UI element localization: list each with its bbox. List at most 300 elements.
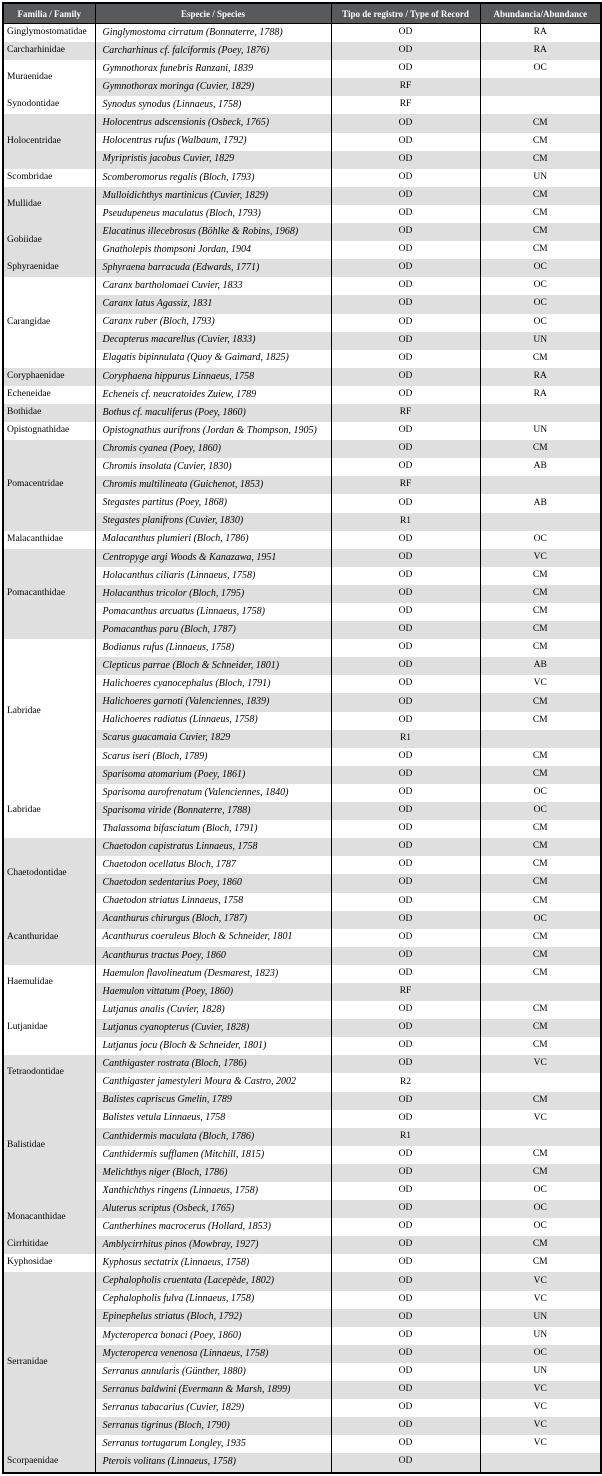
- record-type-cell: OD: [331, 1254, 480, 1272]
- species-name-cell: Halichoeres radiatus (Linnaeus, 1758): [95, 712, 331, 730]
- abundance-cell: UN: [480, 1327, 601, 1345]
- abundance-cell: VC: [480, 1381, 601, 1399]
- family-name-cell: Chaetodontidae: [3, 838, 95, 910]
- table-row: [3, 1236, 601, 1254]
- record-type-cell: R1: [331, 513, 480, 531]
- record-type-cell: OD: [331, 838, 480, 856]
- species-name-cell: Chaetodon striatus Linnaeus, 1758: [95, 893, 331, 911]
- table-row: [3, 549, 601, 567]
- family-name-cell: Gobiidae: [3, 223, 95, 259]
- abundance-cell: CM: [480, 965, 601, 983]
- record-type-cell: OD: [331, 657, 480, 675]
- abundance-cell: OC: [480, 277, 601, 295]
- record-type-cell: OD: [331, 1272, 480, 1290]
- abundance-cell: CM: [480, 223, 601, 241]
- record-type-cell: OD: [331, 1381, 480, 1399]
- species-name-cell: Amblycirrhitus pinos (Mowbray, 1927): [95, 1236, 331, 1254]
- abundance-cell: RA: [480, 386, 601, 404]
- family-name-cell: Carangidae: [3, 277, 95, 367]
- record-type-cell: OD: [331, 531, 480, 549]
- species-name-cell: Ginglymostoma cirratum (Bonnaterre, 1788): [95, 24, 331, 43]
- abundance-cell: [480, 1453, 601, 1472]
- species-name-cell: Serranus tigrinus (Bloch, 1790): [95, 1417, 331, 1435]
- species-name-cell: Cephalopholis fulva (Linnaeus, 1758): [95, 1291, 331, 1309]
- species-name-cell: Chromis cyanea (Poey, 1860): [95, 440, 331, 458]
- abundance-cell: OC: [480, 1182, 601, 1200]
- species-name-cell: Mulloidichthys martinicus (Cuvier, 1829): [95, 187, 331, 205]
- species-name-cell: Haemulon flavolineatum (Desmarest, 1823): [95, 965, 331, 983]
- species-name-cell: Holacanthus tricolor (Bloch, 1795): [95, 585, 331, 603]
- species-name-cell: Synodus synodus (Linnaeus, 1758): [95, 96, 331, 114]
- record-type-cell: OD: [331, 947, 480, 965]
- abundance-cell: VC: [480, 1291, 601, 1309]
- record-type-cell: OD: [331, 332, 480, 350]
- record-type-cell: OD: [331, 277, 480, 295]
- family-name-cell: Tetraodontidae: [3, 1055, 95, 1091]
- abundance-cell: CM: [480, 603, 601, 621]
- species-name-cell: Acanthurus coeruleus Bloch & Schneider, 1801: [95, 929, 331, 947]
- table-row: [3, 1272, 601, 1290]
- species-name-cell: Mycteroperca venenosa (Linnaeus, 1758): [95, 1345, 331, 1363]
- species-name-cell: Elacatinus illecebrosus (Böhlke & Robins, 1968): [95, 223, 331, 241]
- record-type-cell: RF: [331, 983, 480, 1001]
- record-type-cell: OD: [331, 1182, 480, 1200]
- record-type-cell: OD: [331, 1019, 480, 1037]
- family-name-cell: Coryphaenidae: [3, 368, 95, 386]
- abundance-cell: [480, 78, 601, 96]
- record-type-cell: OD: [331, 133, 480, 151]
- species-name-cell: Decapterus macarellus (Cuvier, 1833): [95, 332, 331, 350]
- abundance-cell: VC: [480, 1272, 601, 1290]
- species-name-cell: Chaetodon capistratus Linnaeus, 1758: [95, 838, 331, 856]
- record-type-cell: OD: [331, 1218, 480, 1236]
- species-name-cell: Acanthurus tractus Poey, 1860: [95, 947, 331, 965]
- abundance-cell: UN: [480, 422, 601, 440]
- record-type-cell: OD: [331, 1037, 480, 1055]
- abundance-cell: [480, 730, 601, 748]
- record-type-cell: OD: [331, 1399, 480, 1417]
- table-row: [3, 368, 601, 386]
- table-row: [3, 259, 601, 277]
- record-type-cell: OD: [331, 205, 480, 223]
- record-type-cell: OD: [331, 1146, 480, 1164]
- family-name-cell: Pomacentridae: [3, 440, 95, 530]
- table-row: [3, 60, 601, 78]
- abundance-cell: CM: [480, 585, 601, 603]
- table-header: [3, 3, 601, 24]
- abundance-cell: CM: [480, 1092, 601, 1110]
- abundance-cell: CM: [480, 114, 601, 132]
- family-name-cell: Muraenidae: [3, 60, 95, 96]
- abundance-cell: VC: [480, 1055, 601, 1073]
- species-name-cell: Holocentrus adscensionis (Osbeck, 1765): [95, 114, 331, 132]
- record-type-cell: OD: [331, 458, 480, 476]
- record-type-cell: OD: [331, 567, 480, 585]
- species-name-cell: Scarus iseri (Bloch, 1789): [95, 748, 331, 766]
- species-name-cell: Pomacanthus paru (Bloch, 1787): [95, 621, 331, 639]
- family-name-cell: Echeneidae: [3, 386, 95, 404]
- species-name-cell: Clepticus parrae (Bloch & Schneider, 1801): [95, 657, 331, 675]
- abundance-cell: VC: [480, 1110, 601, 1128]
- family-name-cell: Mullidae: [3, 187, 95, 223]
- abundance-cell: [480, 1073, 601, 1091]
- species-name-cell: Sparisoma viride (Bonnaterre, 1788): [95, 802, 331, 820]
- family-name-cell: Scombridae: [3, 169, 95, 187]
- species-name-cell: Caranx latus Agassiz, 1831: [95, 295, 331, 313]
- record-type-cell: OD: [331, 60, 480, 78]
- species-name-cell: Echeneis cf. neucratoides Zuiew, 1789: [95, 386, 331, 404]
- species-name-cell: Lutjanus cyanopterus (Cuvier, 1828): [95, 1019, 331, 1037]
- species-name-cell: Pseudupeneus maculatus (Bloch, 1793): [95, 205, 331, 223]
- record-type-cell: OD: [331, 169, 480, 187]
- species-name-cell: Canthidermis sufflamen (Mitchill, 1815): [95, 1146, 331, 1164]
- species-name-cell: Coryphaena hippurus Linnaeus, 1758: [95, 368, 331, 386]
- abundance-cell: UN: [480, 1363, 601, 1381]
- record-type-cell: OD: [331, 422, 480, 440]
- record-type-cell: RF: [331, 476, 480, 494]
- family-name-cell: Cirrhitidae: [3, 1236, 95, 1254]
- record-type-cell: OD: [331, 1291, 480, 1309]
- record-type-cell: RF: [331, 404, 480, 422]
- record-type-cell: OD: [331, 603, 480, 621]
- record-type-cell: OD: [331, 187, 480, 205]
- record-type-cell: OD: [331, 1327, 480, 1345]
- species-name-cell: Serranus tabacarius (Cuvier, 1829): [95, 1399, 331, 1417]
- record-type-cell: OD: [331, 259, 480, 277]
- table-row: [3, 911, 601, 929]
- species-name-cell: Acanthurus chirurgus (Bloch, 1787): [95, 911, 331, 929]
- record-type-cell: OD: [331, 621, 480, 639]
- abundance-cell: AB: [480, 657, 601, 675]
- table-row: [3, 277, 601, 295]
- species-name-cell: Melichthys niger (Bloch, 1786): [95, 1164, 331, 1182]
- species-name-cell: Canthidermis maculata (Bloch, 1786): [95, 1128, 331, 1146]
- record-type-cell: OD: [331, 549, 480, 567]
- record-type-cell: OD: [331, 1345, 480, 1363]
- species-name-cell: Gymnothorax funebris Ranzani, 1839: [95, 60, 331, 78]
- table-row: [3, 422, 601, 440]
- species-name-cell: Stegastes partitus (Poey, 1868): [95, 494, 331, 512]
- table-row: [3, 96, 601, 114]
- species-table-body: [3, 24, 601, 1473]
- species-name-cell: Chromis insolata (Cuvier, 1830): [95, 458, 331, 476]
- record-type-cell: OD: [331, 151, 480, 169]
- record-type-cell: OD: [331, 1164, 480, 1182]
- species-name-cell: Chromis multilineata (Guichenot, 1853): [95, 476, 331, 494]
- record-type-cell: OD: [331, 675, 480, 693]
- abundance-cell: VC: [480, 1399, 601, 1417]
- header-especie: Especie / Species: [95, 3, 331, 24]
- family-name-cell: Kyphosidae: [3, 1254, 95, 1272]
- abundance-cell: [480, 476, 601, 494]
- record-type-cell: OD: [331, 1435, 480, 1453]
- abundance-cell: OC: [480, 531, 601, 549]
- record-type-cell: OD: [331, 1001, 480, 1019]
- abundance-cell: [480, 983, 601, 1001]
- species-name-cell: Cantherhines macrocerus (Hollard, 1853): [95, 1218, 331, 1236]
- record-type-cell: R1: [331, 1128, 480, 1146]
- abundance-cell: UN: [480, 1309, 601, 1327]
- abundance-cell: OC: [480, 911, 601, 929]
- species-name-cell: Carcharhinus cf. falciformis (Poey, 1876): [95, 42, 331, 60]
- species-name-cell: Caranx bartholomaei Cuvier, 1833: [95, 277, 331, 295]
- species-name-cell: Kyphosus sectatrix (Linnaeus, 1758): [95, 1254, 331, 1272]
- table-row: [3, 531, 601, 549]
- table-row: [3, 440, 601, 458]
- table-row: [3, 223, 601, 241]
- abundance-cell: CM: [480, 712, 601, 730]
- species-name-cell: Gnatholepis thompsoni Jordan, 1904: [95, 241, 331, 259]
- header-tipo-registro: Tipo de registro / Type of Record: [331, 3, 480, 24]
- species-name-cell: Aluterus scriptus (Osbeck, 1765): [95, 1200, 331, 1218]
- abundance-cell: [480, 404, 601, 422]
- species-name-cell: Sparisoma atomarium (Poey, 1861): [95, 766, 331, 784]
- table-row: [3, 114, 601, 132]
- abundance-cell: [480, 513, 601, 531]
- record-type-cell: OD: [331, 1092, 480, 1110]
- abundance-cell: CM: [480, 567, 601, 585]
- species-name-cell: Scomberomorus regalis (Bloch, 1793): [95, 169, 331, 187]
- abundance-cell: CM: [480, 133, 601, 151]
- table-row: [3, 1254, 601, 1272]
- record-type-cell: OD: [331, 911, 480, 929]
- header-row: [3, 3, 601, 24]
- record-type-cell: OD: [331, 693, 480, 711]
- table-row: [3, 1001, 601, 1019]
- species-name-cell: Gymnothorax moringa (Cuvier, 1829): [95, 78, 331, 96]
- species-name-cell: Halichoeres garnoti (Valenciennes, 1839): [95, 693, 331, 711]
- abundance-cell: CM: [480, 893, 601, 911]
- species-name-cell: Holocentrus rufus (Walbaum, 1792): [95, 133, 331, 151]
- abundance-cell: CM: [480, 241, 601, 259]
- record-type-cell: OD: [331, 1417, 480, 1435]
- family-name-cell: Balistidae: [3, 1092, 95, 1201]
- table-row: [3, 1200, 601, 1218]
- family-name-cell: Malacanthidae: [3, 531, 95, 549]
- abundance-cell: OC: [480, 1200, 601, 1218]
- record-type-cell: OD: [331, 42, 480, 60]
- abundance-cell: CM: [480, 856, 601, 874]
- record-type-cell: OD: [331, 965, 480, 983]
- abundance-cell: OC: [480, 259, 601, 277]
- family-name-cell: Monacanthidae: [3, 1200, 95, 1236]
- table-row: [3, 1055, 601, 1073]
- abundance-cell: OC: [480, 802, 601, 820]
- abundance-cell: CM: [480, 766, 601, 784]
- abundance-cell: OC: [480, 314, 601, 332]
- species-name-cell: Epinephelus striatus (Bloch, 1792): [95, 1309, 331, 1327]
- species-name-cell: Serranus annularis (Günther, 1880): [95, 1363, 331, 1381]
- abundance-cell: CM: [480, 1254, 601, 1272]
- record-type-cell: OD: [331, 295, 480, 313]
- table-row: [3, 187, 601, 205]
- table-row: [3, 169, 601, 187]
- abundance-cell: UN: [480, 169, 601, 187]
- abundance-cell: [480, 96, 601, 114]
- record-type-cell: OD: [331, 24, 480, 43]
- table-row: [3, 639, 601, 657]
- abundance-cell: CM: [480, 151, 601, 169]
- family-name-cell: Serranidae: [3, 1272, 95, 1453]
- species-name-cell: Bothus cf. maculiferus (Poey, 1860): [95, 404, 331, 422]
- record-type-cell: OD: [331, 350, 480, 368]
- species-name-cell: Cephalopholis cruentata (Lacepède, 1802): [95, 1272, 331, 1290]
- abundance-cell: CM: [480, 1037, 601, 1055]
- species-name-cell: Stegastes planifrons (Cuvier, 1830): [95, 513, 331, 531]
- abundance-cell: OC: [480, 1218, 601, 1236]
- record-type-cell: OD: [331, 1236, 480, 1254]
- record-type-cell: OD: [331, 784, 480, 802]
- species-name-cell: Balistes vetula Linnaeus, 1758: [95, 1110, 331, 1128]
- family-name-cell: Bothidae: [3, 404, 95, 422]
- species-name-cell: Haemulon vittatum (Poey, 1860): [95, 983, 331, 1001]
- record-type-cell: OD: [331, 802, 480, 820]
- abundance-cell: UN: [480, 332, 601, 350]
- species-name-cell: Caranx ruber (Bloch, 1793): [95, 314, 331, 332]
- species-name-cell: Canthigaster jamestyleri Moura & Castro, 2002: [95, 1073, 331, 1091]
- species-name-cell: Mycteroperca bonaci (Poey, 1860): [95, 1327, 331, 1345]
- record-type-cell: OD: [331, 223, 480, 241]
- table-row: [3, 24, 601, 43]
- species-name-cell: Lutjanus analis (Cuvier, 1828): [95, 1001, 331, 1019]
- record-type-cell: OD: [331, 929, 480, 947]
- record-type-cell: RF: [331, 96, 480, 114]
- species-name-cell: Pomacanthus arcuatus (Linnaeus, 1758): [95, 603, 331, 621]
- header-familia: Familia / Family: [3, 3, 95, 24]
- species-table: [2, 2, 602, 1474]
- record-type-cell: R1: [331, 730, 480, 748]
- record-type-cell: R2: [331, 1073, 480, 1091]
- table-row: [3, 1092, 601, 1110]
- record-type-cell: OD: [331, 712, 480, 730]
- abundance-cell: AB: [480, 494, 601, 512]
- species-name-cell: Holacanthus ciliaris (Linnaeus, 1758): [95, 567, 331, 585]
- record-type-cell: OD: [331, 1309, 480, 1327]
- family-name-cell: Sphyraenidae: [3, 259, 95, 277]
- species-name-cell: Scarus guacamaia Cuvier, 1829: [95, 730, 331, 748]
- abundance-cell: CM: [480, 1236, 601, 1254]
- species-name-cell: Xanthichthys ringens (Linnaeus, 1758): [95, 1182, 331, 1200]
- record-type-cell: OD: [331, 856, 480, 874]
- record-type-cell: OD: [331, 1110, 480, 1128]
- species-name-cell: Serranus baldwini (Evermann & Marsh, 1899): [95, 1381, 331, 1399]
- record-type-cell: OD: [331, 386, 480, 404]
- family-name-cell: Pomacanthidae: [3, 549, 95, 639]
- family-name-cell: Opistognathidae: [3, 422, 95, 440]
- abundance-cell: AB: [480, 458, 601, 476]
- abundance-cell: OC: [480, 295, 601, 313]
- abundance-cell: CM: [480, 820, 601, 838]
- record-type-cell: OD: [331, 494, 480, 512]
- record-type-cell: OD: [331, 440, 480, 458]
- abundance-cell: CM: [480, 1164, 601, 1182]
- species-name-cell: Canthigaster rostrata (Bloch, 1786): [95, 1055, 331, 1073]
- species-name-cell: Balistes capriscus Gmelin, 1789: [95, 1092, 331, 1110]
- family-name-cell: Haemulidae: [3, 965, 95, 1001]
- table-row: [3, 404, 601, 422]
- record-type-cell: OD: [331, 1453, 480, 1472]
- abundance-cell: OC: [480, 60, 601, 78]
- species-name-cell: Chaetodon sedentarius Poey, 1860: [95, 874, 331, 892]
- species-name-cell: Thalassoma bifasciatum (Bloch, 1791): [95, 820, 331, 838]
- family-name-cell: Carcharhinidae: [3, 42, 95, 60]
- species-name-cell: Opistognathus aurifrons (Jordan & Thompson, 1905): [95, 422, 331, 440]
- abundance-cell: CM: [480, 748, 601, 766]
- abundance-cell: CM: [480, 874, 601, 892]
- table-row: [3, 1453, 601, 1472]
- table-row: [3, 42, 601, 60]
- record-type-cell: OD: [331, 893, 480, 911]
- species-name-cell: Sphyraena barracuda (Edwards, 1771): [95, 259, 331, 277]
- abundance-cell: [480, 1128, 601, 1146]
- record-type-cell: OD: [331, 820, 480, 838]
- species-name-cell: Centropyge argi Woods & Kanazawa, 1951: [95, 549, 331, 567]
- record-type-cell: OD: [331, 1200, 480, 1218]
- record-type-cell: OD: [331, 874, 480, 892]
- abundance-cell: CM: [480, 947, 601, 965]
- family-name-cell: Ginglymostomatidae: [3, 24, 95, 43]
- family-name-cell: Acanthuridae: [3, 911, 95, 965]
- abundance-cell: RA: [480, 368, 601, 386]
- record-type-cell: OD: [331, 748, 480, 766]
- family-name-cell: Labridae: [3, 784, 95, 838]
- abundance-cell: CM: [480, 205, 601, 223]
- species-name-cell: Lutjanus jocu (Bloch & Schneider, 1801): [95, 1037, 331, 1055]
- abundance-cell: RA: [480, 24, 601, 43]
- species-name-cell: Sparisoma aurofrenatum (Valenciennes, 1840): [95, 784, 331, 802]
- abundance-cell: VC: [480, 549, 601, 567]
- table-row: [3, 784, 601, 802]
- record-type-cell: OD: [331, 241, 480, 259]
- header-abundancia: Abundancia/Abundance: [480, 3, 601, 24]
- record-type-cell: OD: [331, 368, 480, 386]
- abundance-cell: CM: [480, 1001, 601, 1019]
- abundance-cell: OC: [480, 1345, 601, 1363]
- record-type-cell: OD: [331, 114, 480, 132]
- family-name-cell: Scorpaenidae: [3, 1453, 95, 1472]
- abundance-cell: CM: [480, 639, 601, 657]
- species-name-cell: Pterois volitans (Linnaeus, 1758): [95, 1453, 331, 1472]
- species-name-cell: Myripristis jacobus Cuvier, 1829: [95, 151, 331, 169]
- species-name-cell: Bodianus rufus (Linnaeus, 1758): [95, 639, 331, 657]
- record-type-cell: OD: [331, 639, 480, 657]
- species-name-cell: Halichoeres cyanocephalus (Bloch, 1791): [95, 675, 331, 693]
- record-type-cell: OD: [331, 314, 480, 332]
- family-name-cell: Holocentridae: [3, 114, 95, 168]
- record-type-cell: OD: [331, 1055, 480, 1073]
- species-name-cell: Serranus tortugarum Longley, 1935: [95, 1435, 331, 1453]
- record-type-cell: RF: [331, 78, 480, 96]
- abundance-cell: CM: [480, 621, 601, 639]
- family-name-cell: Labridae: [3, 639, 95, 784]
- abundance-cell: CM: [480, 187, 601, 205]
- abundance-cell: CM: [480, 440, 601, 458]
- abundance-cell: RA: [480, 42, 601, 60]
- abundance-cell: VC: [480, 1435, 601, 1453]
- abundance-cell: CM: [480, 838, 601, 856]
- table-row: [3, 838, 601, 856]
- family-name-cell: Lutjanidae: [3, 1001, 95, 1055]
- abundance-cell: CM: [480, 1019, 601, 1037]
- species-name-cell: Malacanthus plumieri (Bloch, 1786): [95, 531, 331, 549]
- abundance-cell: OC: [480, 784, 601, 802]
- record-type-cell: OD: [331, 1363, 480, 1381]
- abundance-cell: VC: [480, 1417, 601, 1435]
- table-row: [3, 965, 601, 983]
- abundance-cell: CM: [480, 693, 601, 711]
- species-name-cell: Elagatis bipinnulata (Quoy & Gaimard, 1825): [95, 350, 331, 368]
- record-type-cell: OD: [331, 585, 480, 603]
